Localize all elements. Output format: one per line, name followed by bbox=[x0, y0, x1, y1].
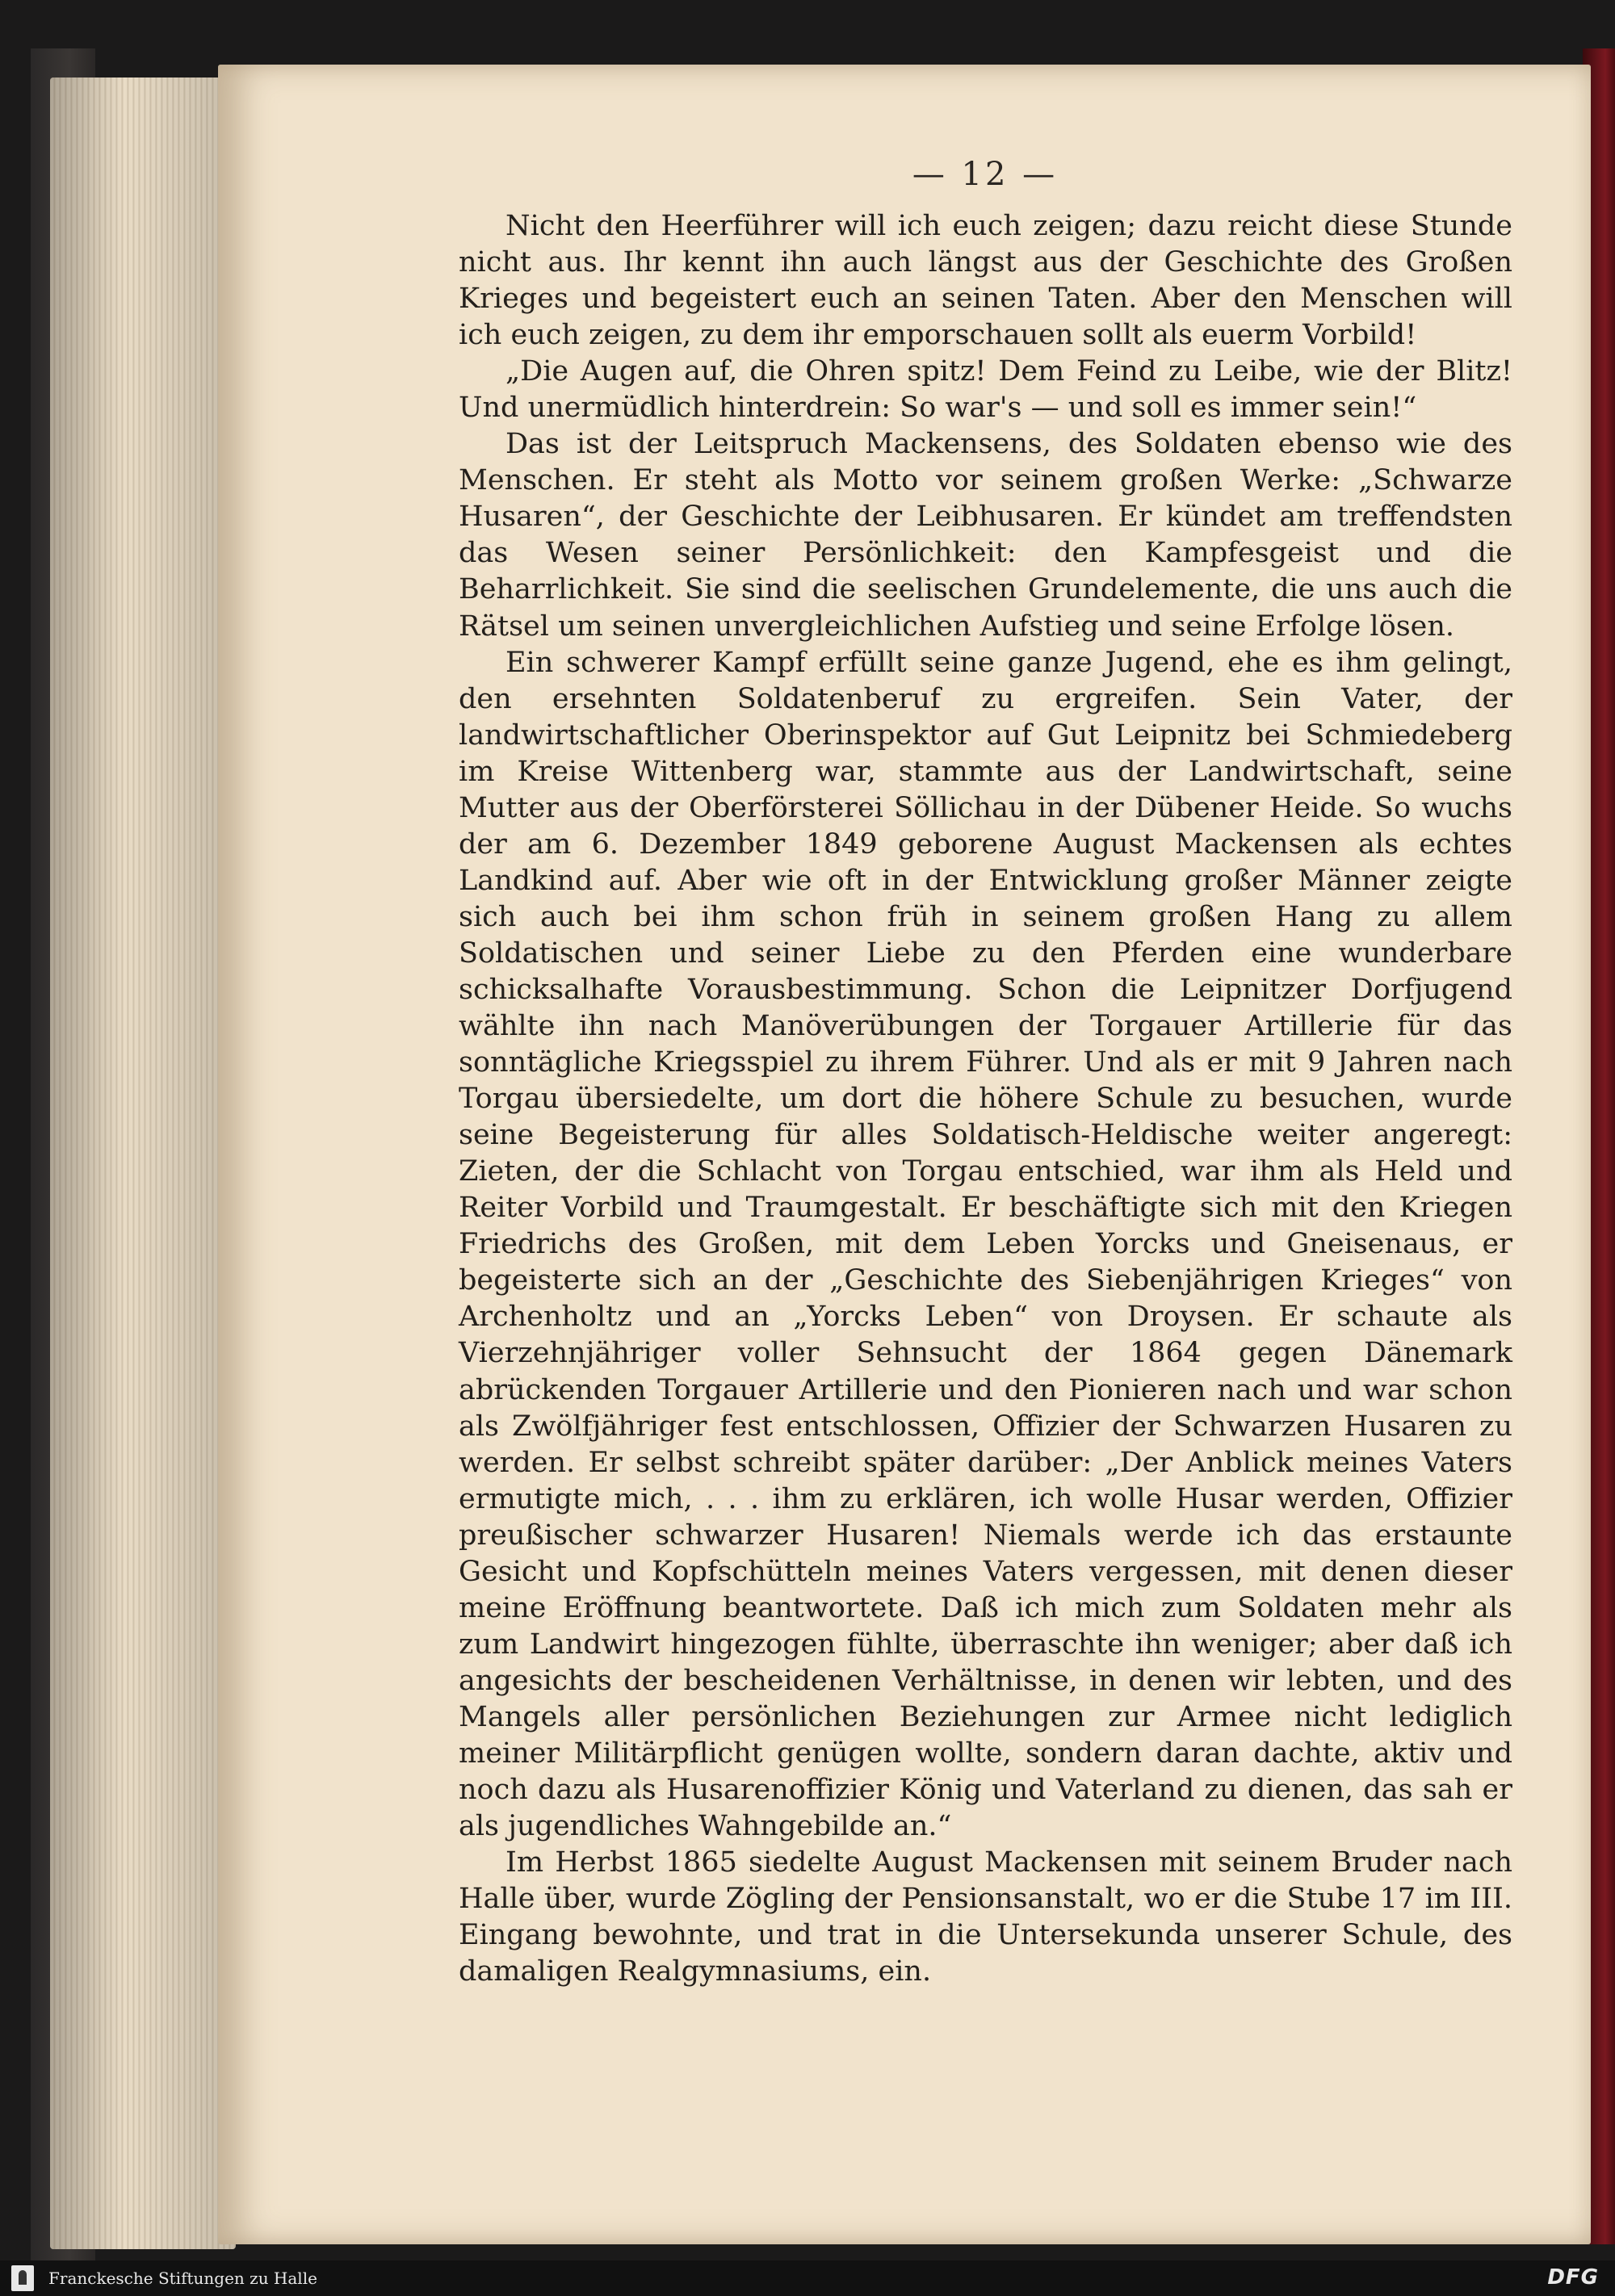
paragraph: Das ist der Leitspruch Mackensens, des Soldaten ebenso wie des Menschen. Er steht als Motto vor seinem großen Werke: „Schwarze Husaren“, der Geschichte der Leibhusaren. Er kündet am treffendsten das Wesen seiner Persönlichkeit: den Kampfesgeist und die Beharrlichkeit. Sie sind die seelischen Grundelemente, die uns auch die Rätsel um seinen unvergleichlichen Aufstieg und seine Erfolge lösen. bbox=[459, 428, 1512, 643]
institution-name: Franckesche Stiftungen zu Halle bbox=[48, 2269, 317, 2288]
paragraph: Nicht den Heerführer will ich euch zeigen; dazu reicht diese Stunde nicht aus. Ihr kennt ihn auch längst aus der Geschichte des Großen Krieges und begeistert euch an seinen Taten. Aber den Menschen will ich euch zeigen, zu dem ihr emporschauen sollt als euerm Vorbild! bbox=[459, 210, 1512, 352]
paragraph: Ein schwerer Kampf erfüllt seine ganze Jugend, ehe es ihm gelingt, den ersehnten Soldatenberuf zu ergreifen. Sein Vater, der landwirtschaftlicher Oberinspektor auf Gut Leipnitz bei Schmiedeberg im Kreise Wittenberg war, stammte aus der Landwirtschaft, seine Mutter aus der Oberförsterei Söllichau in der Dübener Heide. So wuchs der am 6. Dezember 1849 geborene August Mackensen als echtes Landkind auf. Aber wie oft in der Entwicklung großer Männer zeigte sich auch bei ihm schon früh in seinem großen Hang zu allem Soldatischen und seiner Liebe zu den Pferden eine wunderbare schicksalhafte Vorausbestimmung. Schon die Leipnitzer Dorfjugend wählte ihn nach Manöverübungen der Torgauer Artillerie für das sonntägliche Kriegsspiel zu ihrem Führer. Und als er mit 9 Jahren nach Torgau übersiedelte, um dort die höhere Schule zu besuchen, wurde seine Begeisterung für alles Soldatisch-Heldische weiter angeregt: Zieten, der die Schlacht von Torgau entschied, war ihm als Held und Reiter Vorbild und Traumgestalt. Er beschäftigte sich mit den Kriegen Friedrichs des Großen, mit dem Leben Yorcks und Gneisenaus, er begeisterte sich an der „Geschichte des Siebenjährigen Krieges“ von Archenholtz und an „Yorcks Leben“ von Droysen. Er schaute als Vierzehnjähriger voller Sehnsucht der 1864 gegen Dänemark abrückenden Torgauer Artillerie und den Pionieren nach und war schon als Zwölfjähriger fest entschlossen, Offizier der Schwarzen Husaren zu werden. Er selbst schreibt später darüber: „Der Anblick meines Vaters ermutigte mich, . . . ihm zu erklären, ich wolle Husar werden, Offizier preußischer schwarzer Husaren! Niemals werde ich das erstaunte Gesicht und Kopfschütteln meines Vaters vergessen, mit denen dieser meine Eröffnung beantwortete. Daß ich mich zum Soldaten mehr als zum Landwirt hingezogen fühlte, überraschte ihn weniger; aber daß ich angesichts der bescheidenen Verhältnisse, in denen wir lebten, und des Mangels aller persönlichen Beziehungen zur Armee nicht lediglich meiner Militärpflicht genügen wollte, sondern daran dachte, aktiv und noch dazu als Husarenoffizier König und Vaterland zu dienen, das sah er als jugendliches Wahngebilde an.“ bbox=[459, 646, 1512, 1843]
page-number: — 12 — bbox=[912, 156, 1059, 193]
viewer-footer-bar bbox=[0, 2260, 1615, 2296]
paragraph: „Die Augen auf, die Ohren spitz! Dem Feind zu Leibe, wie der Blitz! Und unermüdlich hinterdrein: So war's — und soll es immer sein!“ bbox=[459, 355, 1512, 425]
page-stack-shadow bbox=[50, 78, 236, 2249]
page-text-body bbox=[459, 208, 1512, 1990]
paragraph: Im Herbst 1865 siedelte August Mackensen mit seinem Bruder nach Halle über, wurde Zögling der Pensionsanstalt, wo er die Stube 17 im III. Eingang bewohnte, und trat in die Untersekunda unserer Schule, des damaligen Realgymnasiums, ein. bbox=[459, 1846, 1512, 1988]
institution-logo-icon bbox=[11, 2265, 34, 2291]
dfg-logo: DFG bbox=[1547, 2265, 1599, 2290]
